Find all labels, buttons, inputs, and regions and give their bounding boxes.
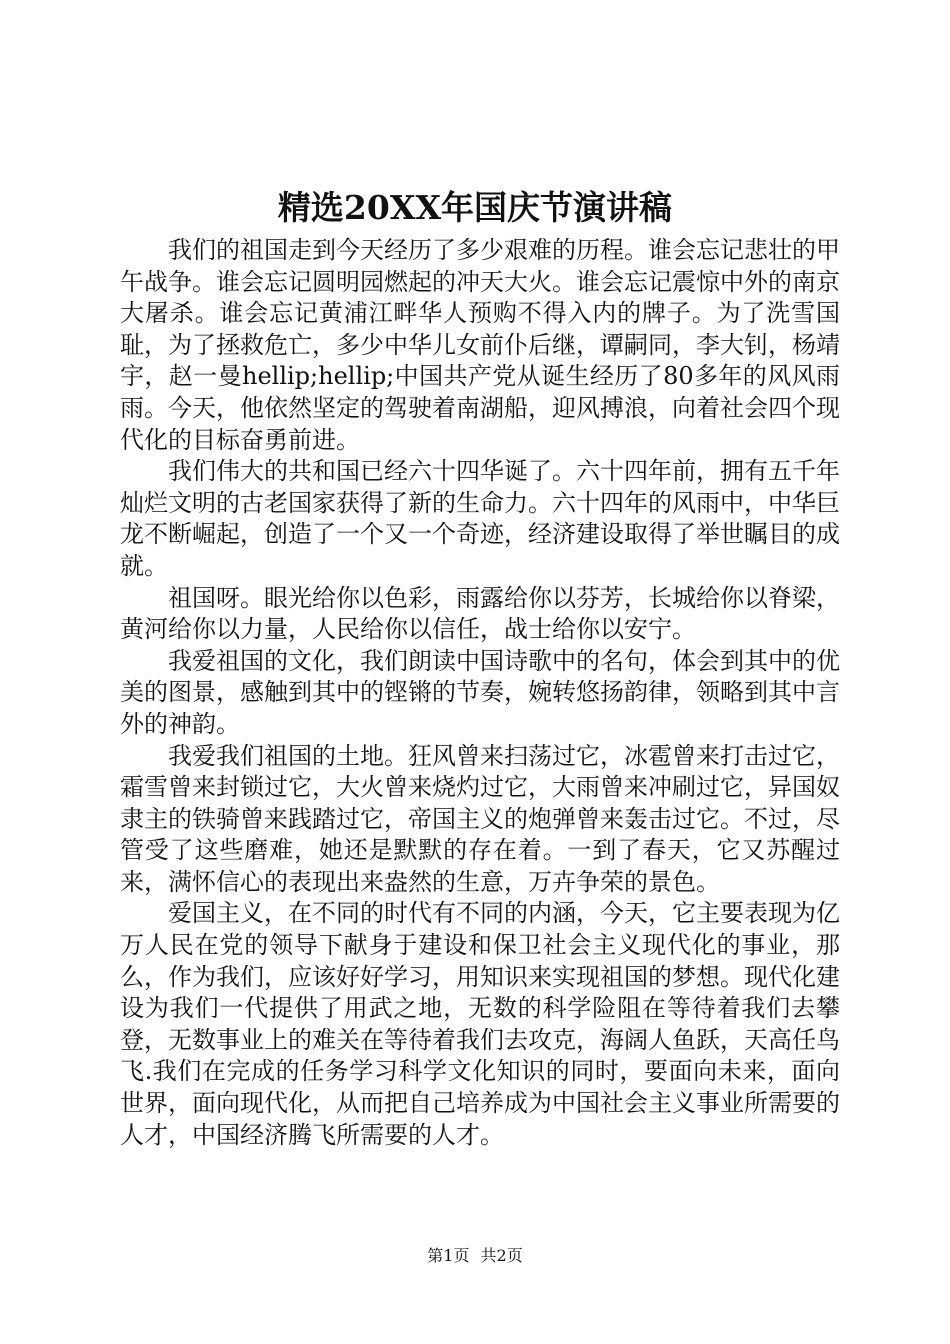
paragraph-5: 我爱我们祖国的土地。狂风曾来扫荡过它，冰雹曾来打击过它，霜雪曾来封锁过它，大火曾来烧灼过它，大雨曾来冲刷过它，异国奴隶主的铁骑曾来践踏过它，帝国主义的炮弹曾来轰击过它。不过，尽管受了这些磨难，她还是默默的存在着。一到了春天，它又苏醒过来，满怀信心的表现出来盎然的生意，万卉争荣的景色。 (120, 741, 840, 896)
page-footer (0, 1244, 950, 1268)
paragraph-6: 爱国主义，在不同的时代有不同的内涵，今天，它主要表现为亿万人民在党的领导下献身于建设和保卫社会主义现代化的事业，那么，作为我们，应该好好学习，用知识来实现祖国的梦想。现代化建设为我们一代提供了用武之地，无数的科学险阻在等待着我们去攀登，无数事业上的难关在等待着我们去攻克，海阔人鱼跃，天高任鸟飞.我们在完成的任务学习科学文化知识的同时，要面向未来，面向世界，面向现代化，从而把自己培养成为中国社会主义事业所需要的人才，中国经济腾飞所需要的人才。 (120, 899, 840, 1149)
paragraph-1: 我们的祖国走到今天经历了多少艰难的历程。谁会忘记悲壮的甲午战争。谁会忘记圆明园燃起的冲天大火。谁会忘记震惊中外的南京大屠杀。谁会忘记黄浦江畔华人预购不得入内的牌子。为了洗雪国耻，为了拯救危亡，多少中华儿女前仆后继，谭嗣同，李大钊，杨靖宇，赵一曼hellip;hellip;中国共产党从诞生经历了80多年的风风雨雨。今天，他依然坚定的驾驶着南湖船，迎风搏浪，向着社会四个现代化的目标奋勇前进。 (120, 236, 840, 454)
document-title: 精选20XX年国庆节演讲稿 (277, 188, 673, 227)
page-total: 共2页 (480, 1246, 523, 1265)
paragraph-3: 祖国呀。眼光给你以色彩，雨露给你以芬芳，长城给你以脊梁，黄河给你以力量，人民给你以信任，战士给你以安宁。 (120, 583, 840, 644)
paragraph-2: 我们伟大的共和国已经六十四华诞了。六十四年前，拥有五千年灿烂文明的古老国家获得了新的生命力。六十四年的风雨中，中华巨龙不断崛起，创造了一个又一个奇迹，经济建设取得了举世瞩目的成就。 (120, 457, 840, 580)
paragraph-4: 我爱祖国的文化，我们朗读中国诗歌中的名句，体会到其中的优美的图景，感触到其中的铿锵的节奏，婉转悠扬韵律，领略到其中言外的神韵。 (120, 646, 840, 738)
document-body (120, 235, 840, 1151)
page-number: 第1页 (427, 1246, 470, 1265)
